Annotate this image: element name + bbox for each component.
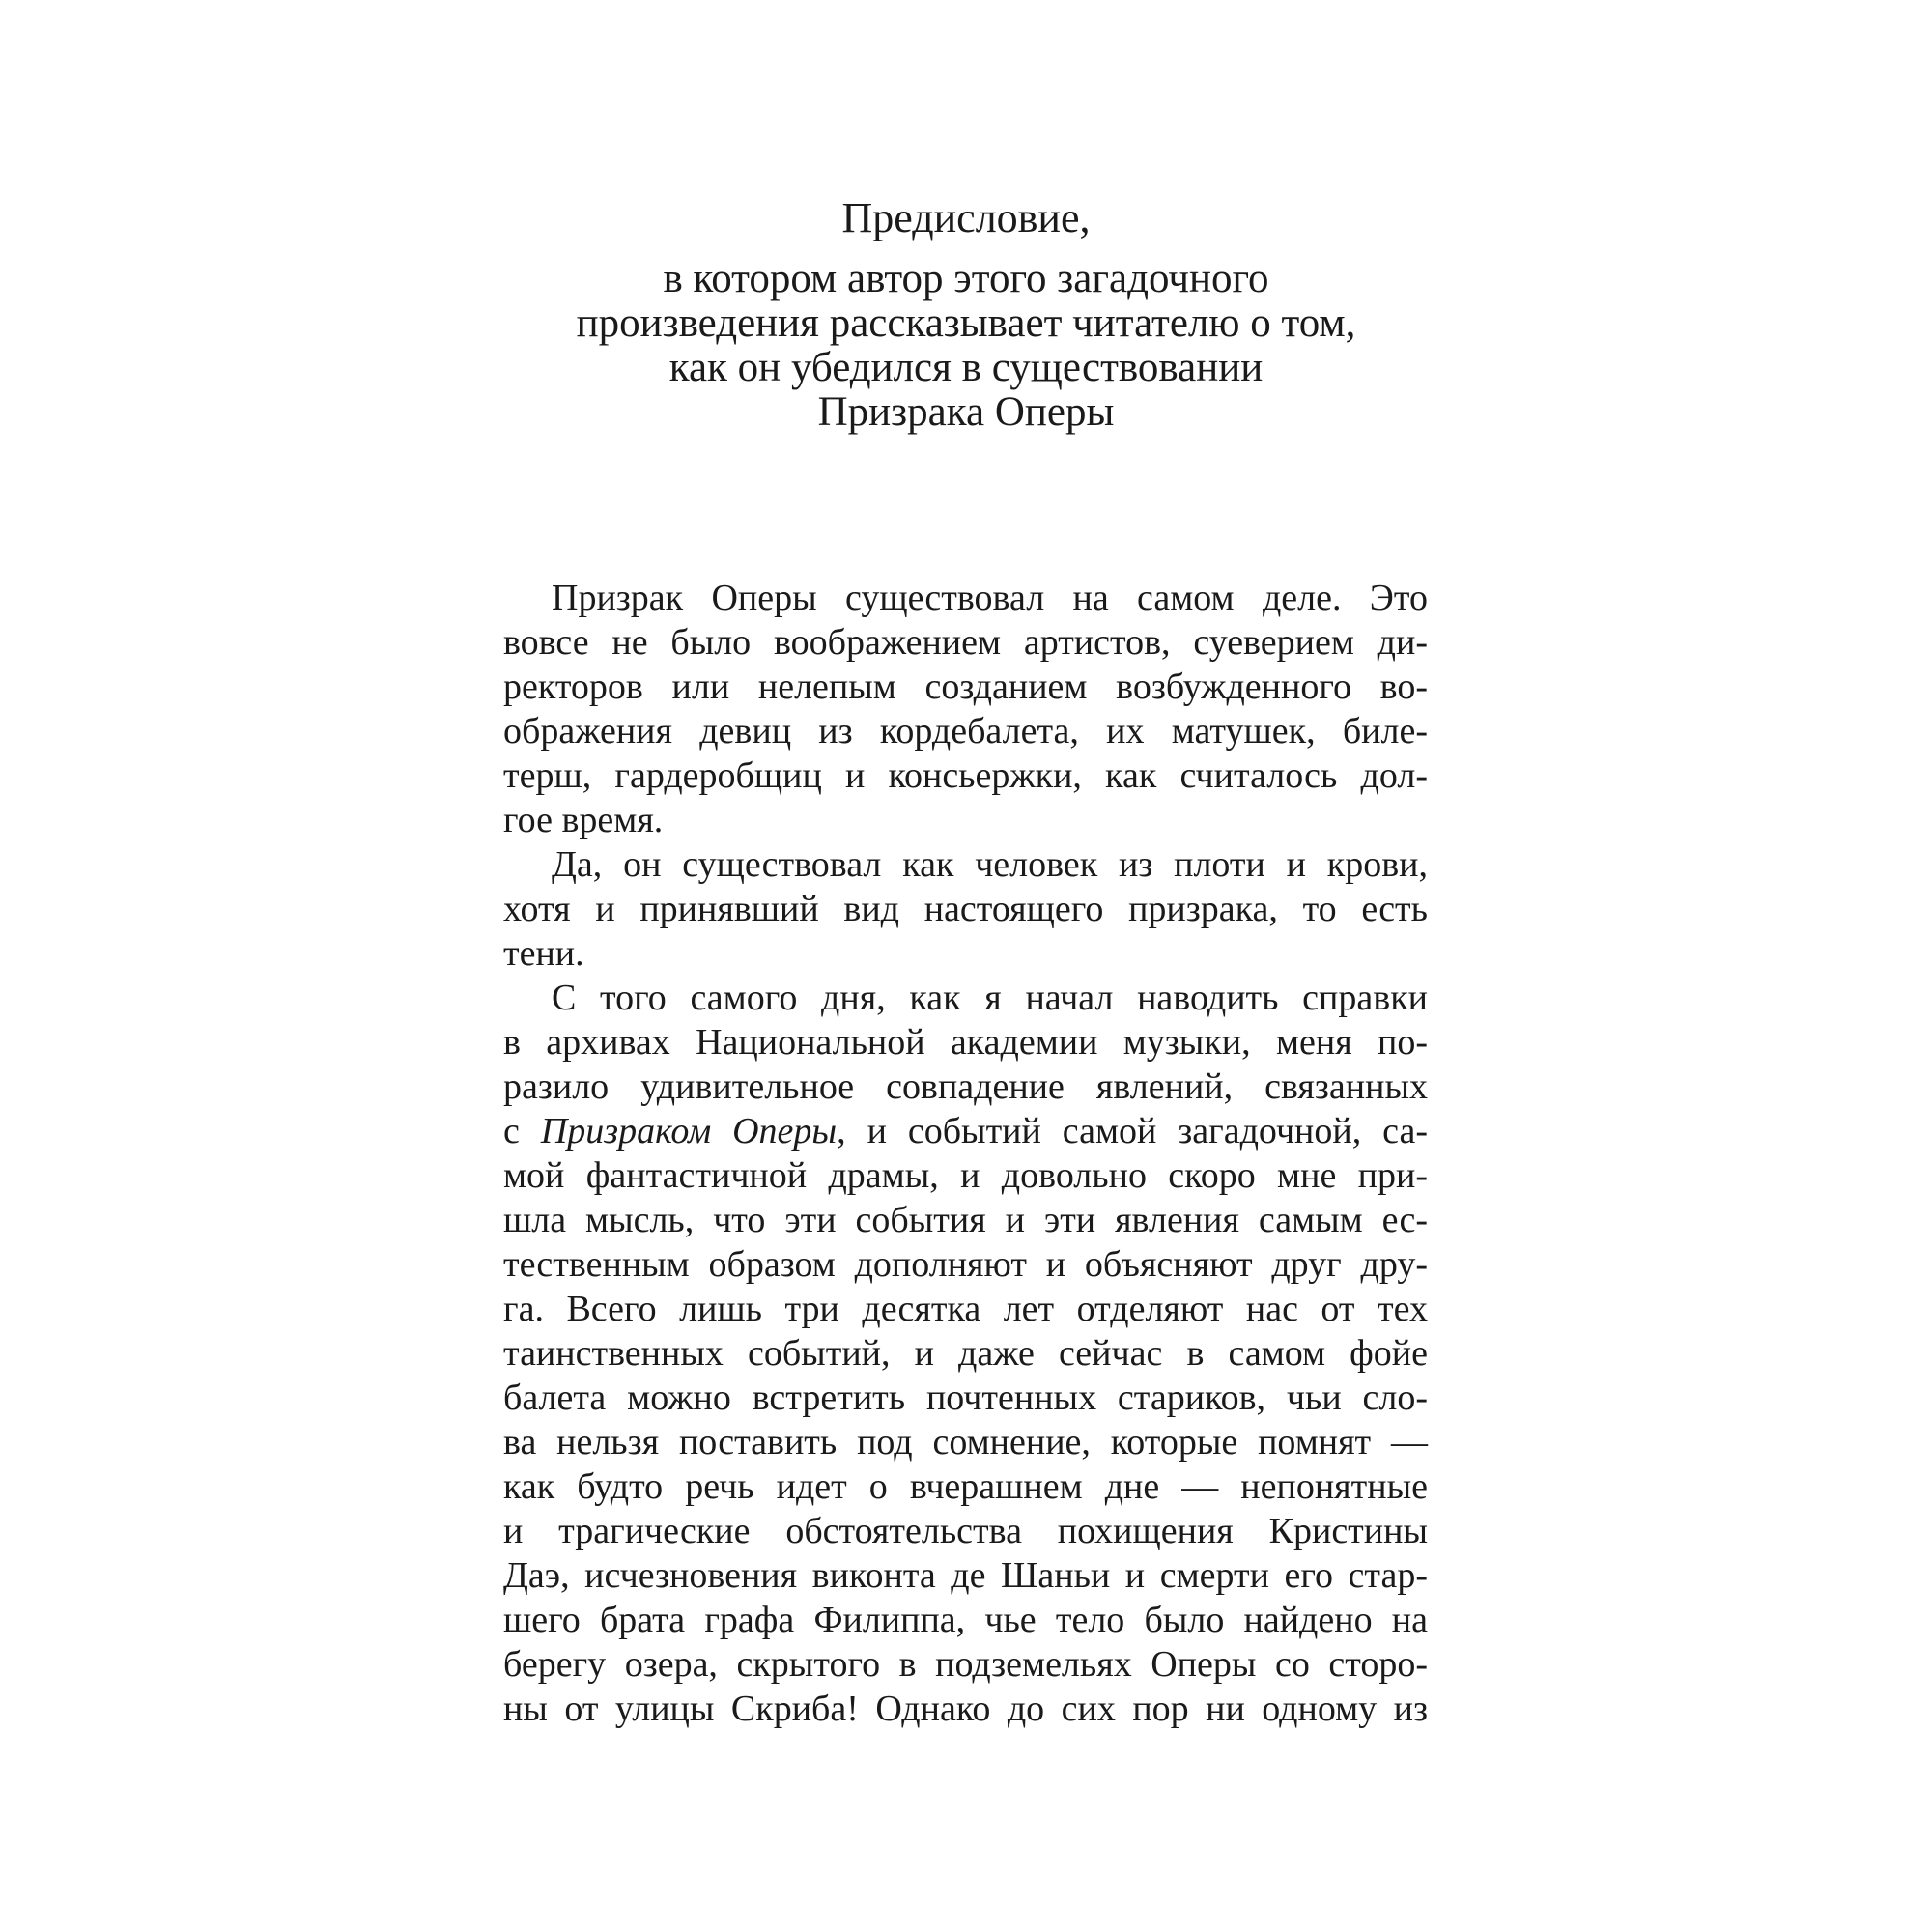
text-line: тественным образом дополняют и объясняют друг дру- (503, 1244, 1428, 1285)
text-line: терш, гардеробщиц и консьержки, как считалось дол- (503, 755, 1428, 796)
text-line: вовсе не было воображением артистов, суеверием ди- (503, 622, 1428, 663)
body-text (503, 576, 1428, 1731)
text-line-with-italic (503, 1109, 1428, 1153)
text-line: мой фантастичной драмы, и довольно скоро мне при- (503, 1155, 1428, 1196)
text-line: ва нельзя поставить под сомнение, которые помнят — (503, 1422, 1428, 1463)
text-line: балета можно встретить почтенных стариков, чьи сло- (503, 1378, 1428, 1418)
italic-title: Призраком Оперы (540, 1111, 838, 1151)
text-line: разило удивительное совпадение явлений, связанных (503, 1066, 1428, 1107)
text-line: в архивах Национальной академии музыки, меня по- (503, 1022, 1428, 1063)
text-line: шего брата графа Филиппа, чье тело было найдено на (503, 1600, 1428, 1640)
text-fragment: , и событий самой загадочной, са- (837, 1111, 1428, 1151)
chapter-heading (502, 189, 1430, 435)
chapter-subtitle-line: Призрака Оперы (817, 389, 1115, 435)
text-line: Призрак Оперы существовал на самом деле. Это (552, 578, 1428, 618)
text-line: и трагические обстоятельства похищения Кристины (503, 1511, 1428, 1551)
chapter-subtitle-line: как он убедился в существовании (668, 345, 1264, 390)
text-line: С того самого дня, как я начал наводить справки (552, 978, 1428, 1018)
text-line: гое время. (503, 800, 664, 840)
text-line: ректоров или нелепым созданием возбужденного во- (503, 667, 1428, 707)
text-line: берегу озера, скрытого в подземельях Оперы со сторо- (503, 1644, 1428, 1685)
text-fragment: с (503, 1111, 541, 1151)
chapter-subtitle-line: произведения рассказывает читателю о том, (576, 300, 1356, 346)
text-line: таинственных событий, и даже сейчас в самом фойе (503, 1333, 1428, 1374)
text-line: как будто речь идет о вчерашнем дне — непонятные (503, 1466, 1428, 1507)
text-line: ображения девиц из кордебалета, их матушек, биле- (503, 711, 1428, 752)
chapter-subtitle-line: в котором автор этого загадочного (663, 256, 1269, 301)
text-line: Да, он существовал как человек из плоти и крови, (552, 844, 1428, 885)
text-line: хотя и принявший вид настоящего призрака, то есть (503, 889, 1428, 929)
text-line: тени. (503, 933, 584, 974)
text-line: шла мысль, что эти события и эти явления самым ес- (503, 1200, 1428, 1240)
text-line: ны от улицы Скриба! Однако до сих пор ни одному из (503, 1689, 1428, 1729)
text-line: Даэ, исчезновения виконта де Шаньи и смерти его стар- (503, 1555, 1428, 1596)
chapter-title: Предисловие, (841, 194, 1091, 242)
text-line: га. Всего лишь три десятка лет отделяют нас от тех (503, 1289, 1428, 1329)
